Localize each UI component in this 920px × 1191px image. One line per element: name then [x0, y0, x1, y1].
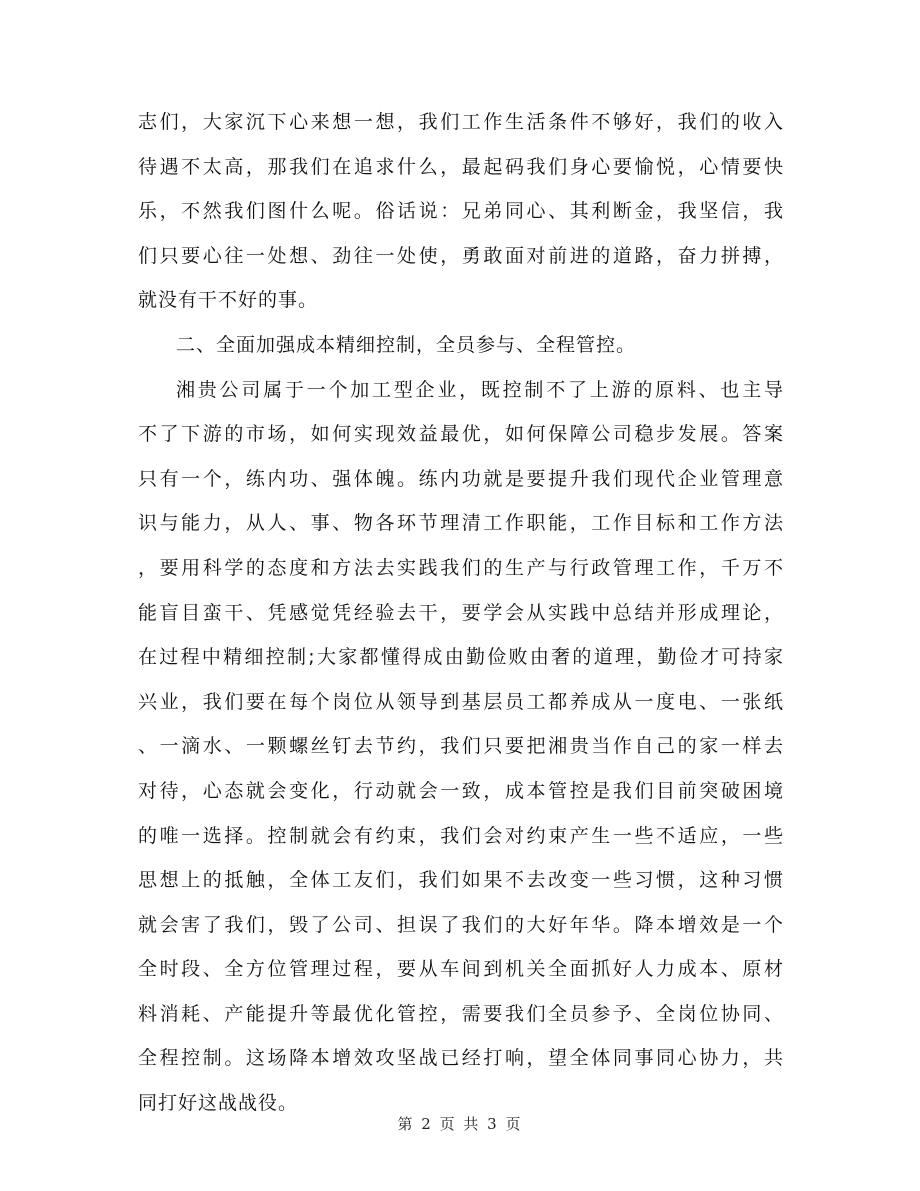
- text-line: 在过程中精细控制;大家都懂得成由勤俭败由奢的道理，勤俭才可持家: [138, 646, 784, 669]
- footer-suffix: 页: [505, 1115, 523, 1133]
- text-line: 不了下游的市场，如何实现效益最优，如何保障公司稳步发展。答案: [138, 423, 784, 446]
- text-line: 能盲目蛮干、凭感觉凭经验去干，要学会从实践中总结并形成理论，: [138, 601, 784, 624]
- document-body: [138, 100, 784, 1126]
- paragraph-1: [138, 100, 784, 323]
- text-line: 料消耗、产能提升等最优化管控，需要我们全员参予、全岗位协同、: [138, 1002, 784, 1025]
- text-line: 、一滴水、一颗螺丝钉去节约，我们只要把湘贵当作自己的家一样去: [138, 735, 784, 758]
- paragraph-2: [138, 368, 784, 1126]
- text-line: 识与能力，从人、事、物各环节理清工作职能，工作目标和工作方法: [138, 512, 784, 535]
- footer-current-page: 2: [421, 1115, 433, 1133]
- text-line: 只有一个，练内功、强体魄。练内功就是要提升我们现代企业管理意: [138, 467, 784, 490]
- footer-prefix: 第: [397, 1115, 415, 1133]
- text-line: 的唯一选择。控制就会有约束，我们会对约束产生一些不适应，一些: [138, 824, 784, 847]
- text-line: ，要用科学的态度和方法去实践我们的生产与行政管理工作，千万不: [138, 556, 784, 579]
- text-line: 对待，心态就会变化，行动就会一致，成本管控是我们目前突破困境: [138, 779, 784, 802]
- text-line: 乐，不然我们图什么呢。俗话说：兄弟同心、其利断金，我坚信，我: [138, 200, 784, 223]
- page-footer: [0, 1113, 920, 1134]
- text-line: 全程控制。这场降本增效攻坚战已经打响，望全体同事同心协力，共: [138, 1047, 784, 1070]
- text-line: 湘贵公司属于一个加工型企业，既控制不了上游的原料、也主导: [176, 378, 784, 401]
- footer-middle: 页 共: [439, 1115, 481, 1133]
- text-line: 全时段、全方位管理过程，要从车间到机关全面抓好人力成本、原材: [138, 958, 784, 981]
- footer-total-pages: 3: [487, 1115, 499, 1133]
- text-line: 就会害了我们，毁了公司、担误了我们的大好年华。降本增效是一个: [138, 913, 784, 936]
- text-line: 思想上的抵触，全体工友们，我们如果不去改变一些习惯，这种习惯: [138, 869, 784, 892]
- text-line: 就没有干不好的事。: [138, 289, 319, 312]
- text-line: 同打好这战战役。: [138, 1092, 299, 1115]
- section-heading: 二、全面加强成本精细控制，全员参与、全程管控。: [176, 333, 637, 356]
- text-line: 待遇不太高，那我们在追求什么，最起码我们身心要愉悦，心情要快: [138, 155, 784, 178]
- text-line: 志们，大家沉下心来想一想，我们工作生活条件不够好，我们的收入: [138, 111, 784, 133]
- text-line: 们只要心往一处想、劲往一处使，勇敢面对前进的道路，奋力拼搏，: [138, 244, 784, 267]
- text-line: 兴业，我们要在每个岗位从领导到基层员工都养成从一度电、一张纸: [138, 690, 784, 713]
